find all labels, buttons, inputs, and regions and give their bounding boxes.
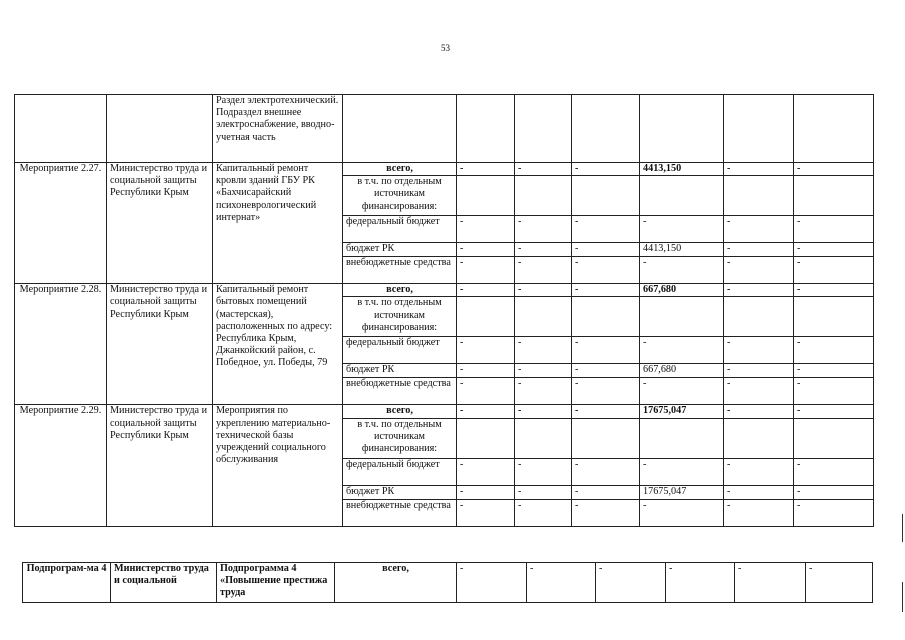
table-row: федеральный бюджет - - - - - - xyxy=(15,458,874,485)
source-label-rk: бюджет РК xyxy=(343,485,457,499)
measure-executor: Министерство труда и социальной защиты Республики Крым xyxy=(107,405,213,526)
rk-value: 17675,047 xyxy=(640,485,724,499)
source-label-extra: внебюджетные средства xyxy=(343,499,457,526)
table-row: внебюджетные средства - - - - - - xyxy=(15,499,874,526)
subprogram-executor: Министерство труда и социальной xyxy=(111,563,217,603)
measure-description: Раздел электротехнический. Подраздел внешнее электроснабжение, вводно-учетная часть xyxy=(213,95,343,163)
source-label-total: всего, xyxy=(335,563,457,603)
table-row: бюджет РК - - - 667,680 - - xyxy=(15,364,874,378)
measure-name: Мероприятие 2.27. xyxy=(15,163,107,284)
table-row: Подпрограм-ма 4 Министерство труда и социальной Подпрограмма 4 «Повышение престижа труда всего, - - - - - - xyxy=(23,563,873,603)
scan-artifact xyxy=(902,582,903,612)
table-row: Мероприятие 2.29. Министерство труда и социальной защиты Республики Крым Мероприятия по укреплению материально-технической базы учреждений социального обслуживания всего, - - - 17675,047 - - xyxy=(15,405,874,418)
source-label-total: всего, xyxy=(343,163,457,176)
source-label-extra: внебюджетные средства xyxy=(343,378,457,405)
measure-executor: Министерство труда и социальной защиты Республики Крым xyxy=(107,284,213,405)
source-label-total: всего, xyxy=(343,284,457,297)
subprogram-name: Подпрограм-ма 4 xyxy=(23,563,111,603)
source-label-rk: бюджет РК xyxy=(343,243,457,257)
table-row: внебюджетные средства - - - - - - xyxy=(15,378,874,405)
table-row: федеральный бюджет - - - - - - xyxy=(15,337,874,364)
source-label-rk: бюджет РК xyxy=(343,364,457,378)
source-label-incl: в т.ч. по отдельным источникам финансирования: xyxy=(343,176,457,216)
source-label-federal: федеральный бюджет xyxy=(343,216,457,243)
page-number: 53 xyxy=(441,43,450,53)
total-value: 17675,047 xyxy=(640,405,724,418)
rk-value: 667,680 xyxy=(640,364,724,378)
measure-description: Капитальный ремонт бытовых помещений (мастерская), расположенных по адресу: Республика Крым, Джанкойский район, с. Победное, ул. Победы, 79 xyxy=(213,284,343,405)
funding-table xyxy=(14,94,874,527)
measure-description: Капитальный ремонт кровли зданий ГБУ РК «Бахчисарайский психоневрологический интернат» xyxy=(213,163,343,284)
source-label-total: всего, xyxy=(343,405,457,418)
measure-name: Мероприятие 2.28. xyxy=(15,284,107,405)
table-row: бюджет РК - - - 17675,047 - - xyxy=(15,485,874,499)
total-value: 4413,150 xyxy=(640,163,724,176)
source-label-federal: федеральный бюджет xyxy=(343,337,457,364)
source-label-incl: в т.ч. по отдельным источникам финансирования: xyxy=(343,297,457,337)
table-row: Мероприятие 2.27. Министерство труда и социальной защиты Республики Крым Капитальный ремонт кровли зданий ГБУ РК «Бахчисарайский психоневрологический интернат» всего, - - - 4413,150 - - xyxy=(15,163,874,176)
subprogram-description: Подпрограмма 4 «Повышение престижа труда xyxy=(217,563,335,603)
table-row xyxy=(15,95,874,163)
source-label-incl: в т.ч. по отдельным источникам финансирования: xyxy=(343,418,457,458)
source-label-extra: внебюджетные средства xyxy=(343,257,457,284)
subprogram-table xyxy=(22,562,873,603)
rk-value: 4413,150 xyxy=(640,243,724,257)
measure-executor: Министерство труда и социальной защиты Республики Крым xyxy=(107,163,213,284)
measure-name: Мероприятие 2.29. xyxy=(15,405,107,526)
scan-artifact xyxy=(902,514,903,542)
table-row: Мероприятие 2.28. Министерство труда и социальной защиты Республики Крым Капитальный ремонт бытовых помещений (мастерская), расположенных по адресу: Республика Крым, Джанкойский район, с. Победное, ул. Победы, 79 всего, - - - 667,680 - - xyxy=(15,284,874,297)
total-value: 667,680 xyxy=(640,284,724,297)
measure-description: Мероприятия по укреплению материально-технической базы учреждений социального обслуживания xyxy=(213,405,343,526)
table-row: внебюджетные средства - - - - - - xyxy=(15,257,874,284)
table-row: федеральный бюджет - - - - - - xyxy=(15,216,874,243)
table-row: бюджет РК - - - 4413,150 - - xyxy=(15,243,874,257)
source-label-federal: федеральный бюджет xyxy=(343,458,457,485)
